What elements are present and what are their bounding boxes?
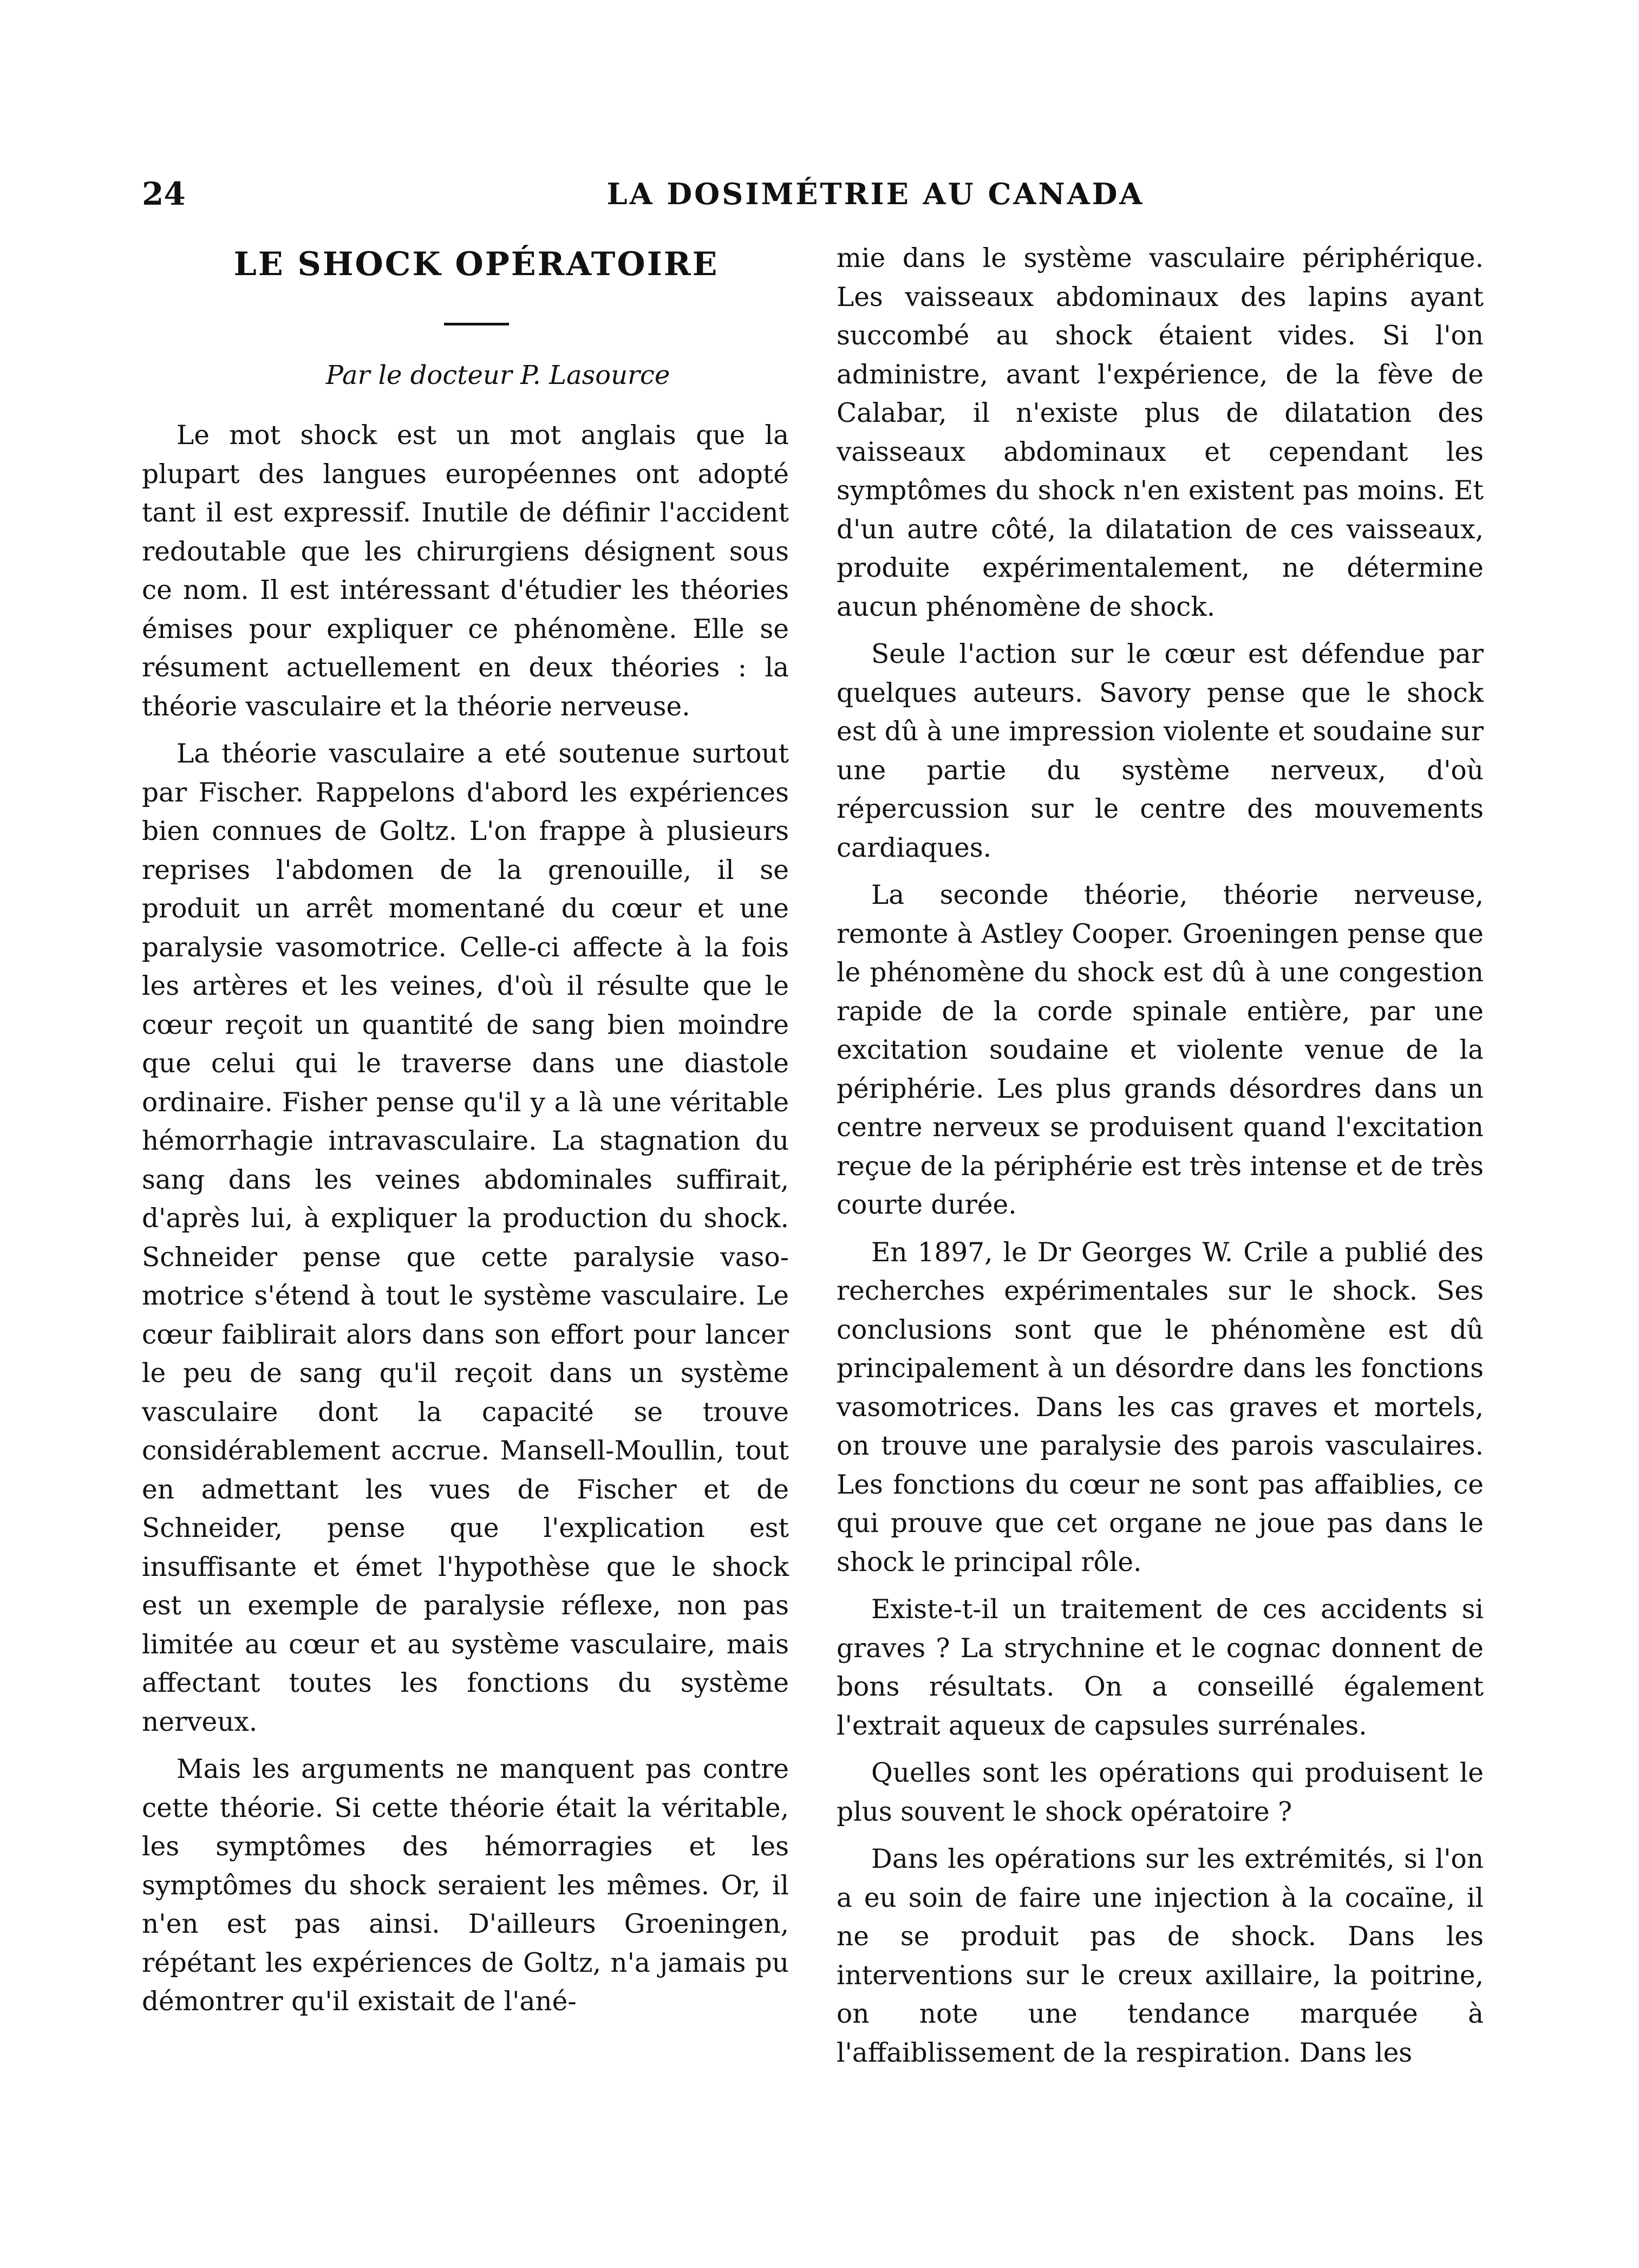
paragraph: Quelles sont les opérations qui produisent le plus souvent le shock opératoire ? xyxy=(837,1758,1484,1827)
paragraph-continuation: mie dans le système vasculaire périphérique. Les vaisseaux abdominaux des lapins ayant succombé au shock étaient vides. Si l'on administre, avant l'expérience, de la fève de Calabar, il n'existe plus de dilatation des vaisseaux abdominaux et cependant les symptômes du shock n'en existent pas moins. Et d'un autre côté, la dilatation de ces vaisseaux, produite expérimentalement, ne détermine aucun phénomène de shock. xyxy=(837,243,1484,622)
running-title: LA DOSIMÉTRIE AU CANADA xyxy=(606,177,1145,211)
right-column xyxy=(837,239,1484,2081)
paragraph: La théorie vasculaire a eté soutenue surtout par Fischer. Rappelons d'abord les expériences bien connues de Goltz. L'on frappe à plusieurs reprises l'abdomen de la grenouille, il se produit un arrêt momentané du cœur et une paralysie vasomotrice. Celle-ci affecte à la fois les artères et les veines, d'où il résulte que le cœur reçoit un quantité de sang bien moindre que celui qui le traverse dans une diastole ordinaire. Fisher pense qu'il y a là une véritable hémorrhagie intravasculaire. La stagnation du sang dans les veines abdominales suffirait, d'après lui, à expliquer la production du shock. Schneider pense que cette paralysie vaso-motrice s'étend à tout le système vasculaire. Le cœur faiblirait alors dans son effort pour lancer le peu de sang qu'il reçoit dans un système vasculaire dont la capacité se trouve considérablement accrue. Mansell-Moullin, tout en admettant les vues de Fischer et de Schneider, pense que l'explication est insuffisante et émet l'hypothèse que le shock est un exemple de paralysie réflexe, non pas limitée au cœur et au système vasculaire, mais affectant toutes les fonctions du système nerveux. xyxy=(142,739,789,1737)
paragraph: Dans les opérations sur les extrémités, si l'on a eu soin de faire une injection à la cocaïne, il ne se produit pas de shock. Dans les interventions sur le creux axillaire, la poitrine, on note une tendance marquée à l'affaiblissement de la respiration. Dans les xyxy=(837,1844,1484,2068)
page-header xyxy=(142,172,1512,216)
left-column xyxy=(142,238,789,2030)
paragraph: Mais les arguments ne manquent pas contre cette théorie. Si cette théorie était la véritable, les symptômes des hémorragies et les symptômes du shock seraient les mêmes. Or, il n'en est pas ainsi. D'ailleurs Groeningen, répétant les expériences de Goltz, n'a jamais pu démontrer qu'il existait de l'ané- xyxy=(142,1754,789,2017)
page-number: 24 xyxy=(142,175,186,212)
paragraph: La seconde théorie, théorie nerveuse, remonte à Astley Cooper. Groeningen pense que le phénomène du shock est dû à une congestion rapide de la corde spinale entière, par une excitation soudaine et violente venue de la périphérie. Les plus grands désordres dans un centre nerveux se produisent quand l'excitation reçue de la périphérie est très intense et de très courte durée. xyxy=(837,880,1484,1220)
paragraph: En 1897, le Dr Georges W. Crile a publié des recherches expérimentales sur le shock. Ses conclusions sont que le phénomène est dû principalement à un désordre dans les fonctions vasomotrices. Dans les cas graves et mortels, on trouve une paralysie des parois vasculaires. Les fonctions du cœur ne sont pas affaiblies, ce qui prouve que cet organe ne joue pas dans le shock le principal rôle. xyxy=(837,1237,1484,1578)
article-title: LE SHOCK OPÉRATOIRE xyxy=(233,245,719,283)
article-byline: Par le docteur P. Lasource xyxy=(325,360,670,390)
paragraph: Le mot shock est un mot anglais que la plupart des langues européennes ont adopté tant il est expressif. Inutile de définir l'accident redoutable que les chirurgiens désignent sous ce nom. Il est intéressant d'étudier les théories émises pour expliquer ce phénomène. Elle se résument actuellement en deux théories : la théorie vasculaire et la théorie nerveuse. xyxy=(142,420,789,722)
title-divider xyxy=(444,323,509,325)
paragraph: Seule l'action sur le cœur est défendue par quelques auteurs. Savory pense que le shock est dû à une impression violente et soudaine sur une partie du système nerveux, d'où répercussion sur le centre des mouvements cardiaques. xyxy=(837,639,1484,863)
paragraph: Existe-t-il un traitement de ces accidents si graves ? La strychnine et le cognac donnent de bons résultats. On a conseillé également l'extrait aqueux de capsules surrénales. xyxy=(837,1594,1484,1741)
